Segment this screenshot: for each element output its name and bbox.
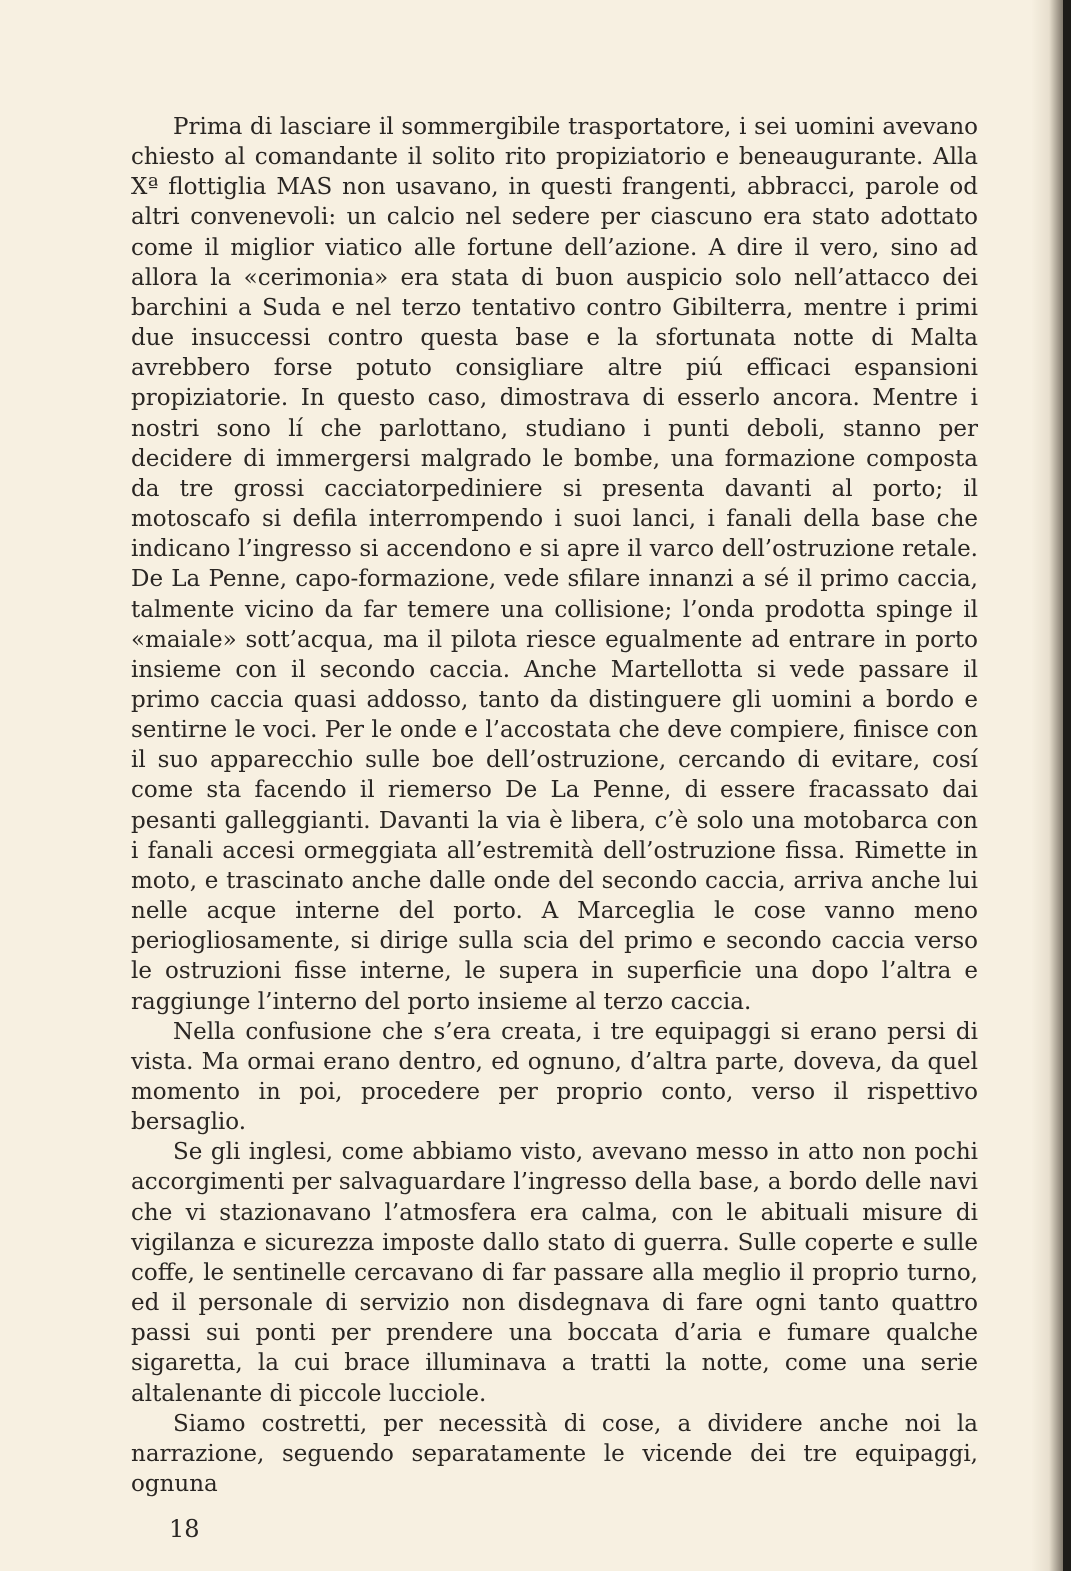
paragraph-3: Se gli inglesi, come abbiamo visto, avevano messo in atto non pochi accorgimenti per salvaguardare l’ingresso della base, a bordo delle navi che vi stazionavano l’atmosfera era calma, con le abituali misure di vigilanza e sicurezza imposte dallo stato di guerra. Sulle coperte e sulle coffe, le sentinelle cercavano di far passare alla meglio il proprio turno, ed il personale di servizio non disdegnava di fare ogni tanto quattro passi sui ponti per prendere una boccata d’aria e fumare qualche sigaretta, la cui brace illuminava a tratti la notte, come una serie altalenante di piccole lucciole. xyxy=(131,1139,978,1407)
body-text xyxy=(131,112,978,1499)
paragraph-4: Siamo costretti, per necessità di cose, a dividere anche noi la narrazione, seguendo separatamente le vicende dei tre equipaggi, ognuna xyxy=(131,1410,978,1498)
spine-edge xyxy=(1063,0,1071,1571)
page-number: 18 xyxy=(169,1515,200,1543)
paragraph-2: Nella confusione che s’era creata, i tre equipaggi si erano persi di vista. Ma ormai erano dentro, ed ognuno, d’altra parte, doveva, da quel momento in poi, procedere per proprio conto, verso il rispettivo bersaglio. xyxy=(131,1018,978,1136)
paragraph-1: Prima di lasciare il sommergibile trasportatore, i sei uomini avevano chiesto al comandante il solito rito propiziatorio e beneaugurante. Alla Xª flottiglia MAS non usavano, in questi frangenti, abbracci, parole od altri convenevoli: un calcio nel sedere per ciascuno era stato adottato come il miglior viatico alle fortune dell’azione. A dire il vero, sino ad allora la «cerimonia» era stata di buon auspicio solo nell’attacco dei barchini a Suda e nel terzo tentativo contro Gibilterra, mentre i primi due insuccessi contro questa base e la sfortunata notte di Malta avrebbero forse potuto consigliare altre piú efficaci espansioni propiziatorie. In questo caso, dimostrava di esserlo ancora. Mentre i nostri sono lí che parlottano, studiano i punti deboli, stanno per decidere di immergersi malgrado le bombe, una formazione composta da tre grossi cacciatorpediniere si presenta davanti al porto; il motoscafo si defila interrompendo i suoi lanci, i fanali della base che indicano l’ingresso si accendono e si apre il varco dell’ostruzione retale. De La Penne, capo-formazione, vede sfilare innanzi a sé il primo caccia, talmente vicino da far temere una collisione; l’onda prodotta spinge il «maiale» sott’acqua, ma il pilota riesce egualmente ad entrare in porto insieme con il secondo caccia. Anche Martellotta si vede passare il primo caccia quasi addosso, tanto da distinguere gli uomini a bordo e sentirne le voci. Per le onde e l’accostata che deve compiere, finisce con il suo apparecchio sulle boe dell’ostruzione, cercando di evitare, cosí come sta facendo il riemerso De La Penne, di essere fracassato dai pesanti galleggianti. Davanti la via è libera, c’è solo una motobarca con i fanali accesi ormeggiata all’estremità dell’ostruzione fissa. Rimette in moto, e trascinato anche dalle onde del secondo caccia, arriva anche lui nelle acque interne del porto. A Marceglia le cose vanno meno periogliosamente, si dirige sulla scia del primo e secondo caccia verso le ostruzioni fisse interne, le supera in superficie una dopo l’altra e raggiunge l’interno del porto insieme al terzo caccia. xyxy=(131,114,978,1015)
